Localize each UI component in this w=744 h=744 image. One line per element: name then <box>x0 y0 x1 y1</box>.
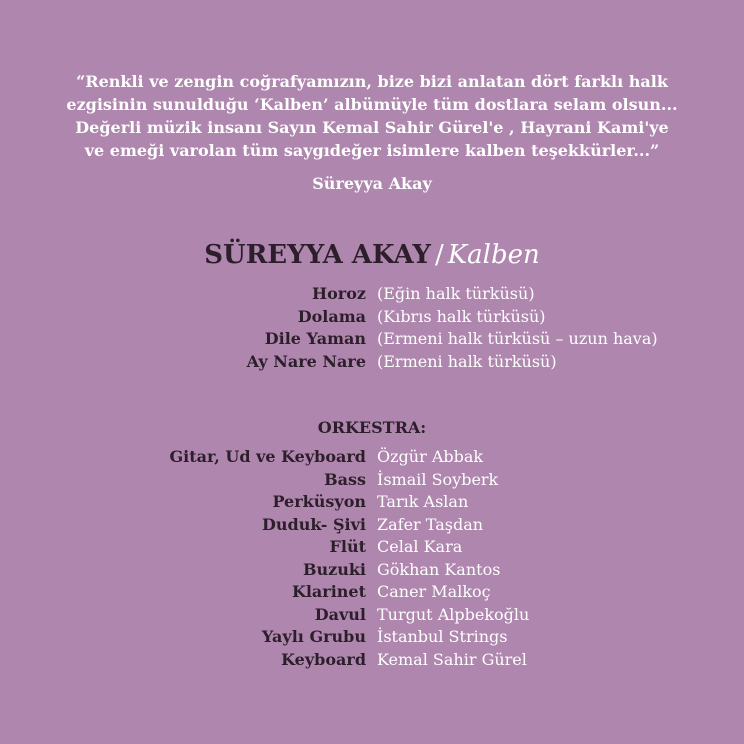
instrument-role: Buzuki <box>302 559 366 579</box>
orchestra-row <box>0 581 744 604</box>
orchestra-row <box>0 536 744 559</box>
musician-name: Celal Kara <box>377 537 463 556</box>
artist-name: SÜREYYA AKAY <box>204 240 431 270</box>
musician-name: Kemal Sahir Gürel <box>377 649 527 669</box>
musician-name: Gökhan Kantos <box>377 559 501 579</box>
quote-line: Değerli müzik insanı Sayın Kemal Sahir Gürel'e , Hayrani Kami'ye <box>75 118 669 137</box>
instrument-role: Duduk- Şivi <box>262 514 366 534</box>
orchestra-row <box>0 514 744 537</box>
orchestra-row <box>0 559 744 582</box>
title-separator: / <box>434 240 444 270</box>
quote-author: Süreyya Akay <box>312 174 432 193</box>
quote-line: ezgisinin sunulduğu ‘Kalben’ albümüyle tüm dostlara selam olsun... <box>66 95 678 114</box>
orchestra-list <box>0 446 744 671</box>
instrument-role: Bass <box>324 469 366 489</box>
album-name: Kalben <box>447 240 540 270</box>
orchestra-row <box>0 604 744 627</box>
musician-name: İsmail Soyberk <box>377 469 499 489</box>
track-row <box>0 306 744 329</box>
orchestra-row <box>0 446 744 469</box>
track-note: (Ermeni halk türküsü – uzun hava) <box>377 329 658 348</box>
musician-name: Özgür Abbak <box>377 447 484 466</box>
instrument-role: Keyboard <box>281 649 366 669</box>
musician-name: Turgut Alpbekoğlu <box>377 604 530 624</box>
instrument-role: Perküsyon <box>272 492 366 511</box>
track-name: Horoz <box>312 284 366 303</box>
musician-name: Zafer Taşdan <box>377 514 484 534</box>
track-row <box>0 328 744 351</box>
instrument-role: Flüt <box>329 537 366 556</box>
orchestra-row <box>0 626 744 649</box>
track-name: Ay Nare Nare <box>246 351 366 371</box>
track-note: (Eğin halk türküsü) <box>377 284 535 303</box>
track-note: (Kıbrıs halk türküsü) <box>377 306 546 326</box>
track-name: Dile Yaman <box>264 329 366 348</box>
track-name: Dolama <box>297 306 366 326</box>
track-row <box>0 351 744 374</box>
quote-line: ve emeği varolan tüm saygıdeğer isimlere kalben teşekkürler...” <box>84 141 660 160</box>
instrument-role: Gitar, Ud ve Keyboard <box>169 447 366 466</box>
instrument-role: Yaylı Grubu <box>261 627 366 646</box>
album-heading <box>0 240 744 270</box>
track-row <box>0 283 744 306</box>
track-note: (Ermeni halk türküsü) <box>377 351 557 371</box>
orchestra-row <box>0 491 744 514</box>
musician-name: Tarık Aslan <box>377 492 469 511</box>
musician-name: Caner Malkoç <box>377 582 491 601</box>
dedication-quote <box>0 70 744 162</box>
orchestra-row <box>0 649 744 672</box>
orchestra-row <box>0 469 744 492</box>
quote-line: “Renkli ve zengin coğrafyamızın, bize bizi anlatan dört farklı halk <box>76 72 668 91</box>
instrument-role: Davul <box>314 604 366 624</box>
musician-name: İstanbul Strings <box>377 627 508 646</box>
orchestra-heading: ORKESTRA: <box>317 418 427 437</box>
instrument-role: Klarinet <box>291 582 366 601</box>
track-list <box>0 283 744 373</box>
